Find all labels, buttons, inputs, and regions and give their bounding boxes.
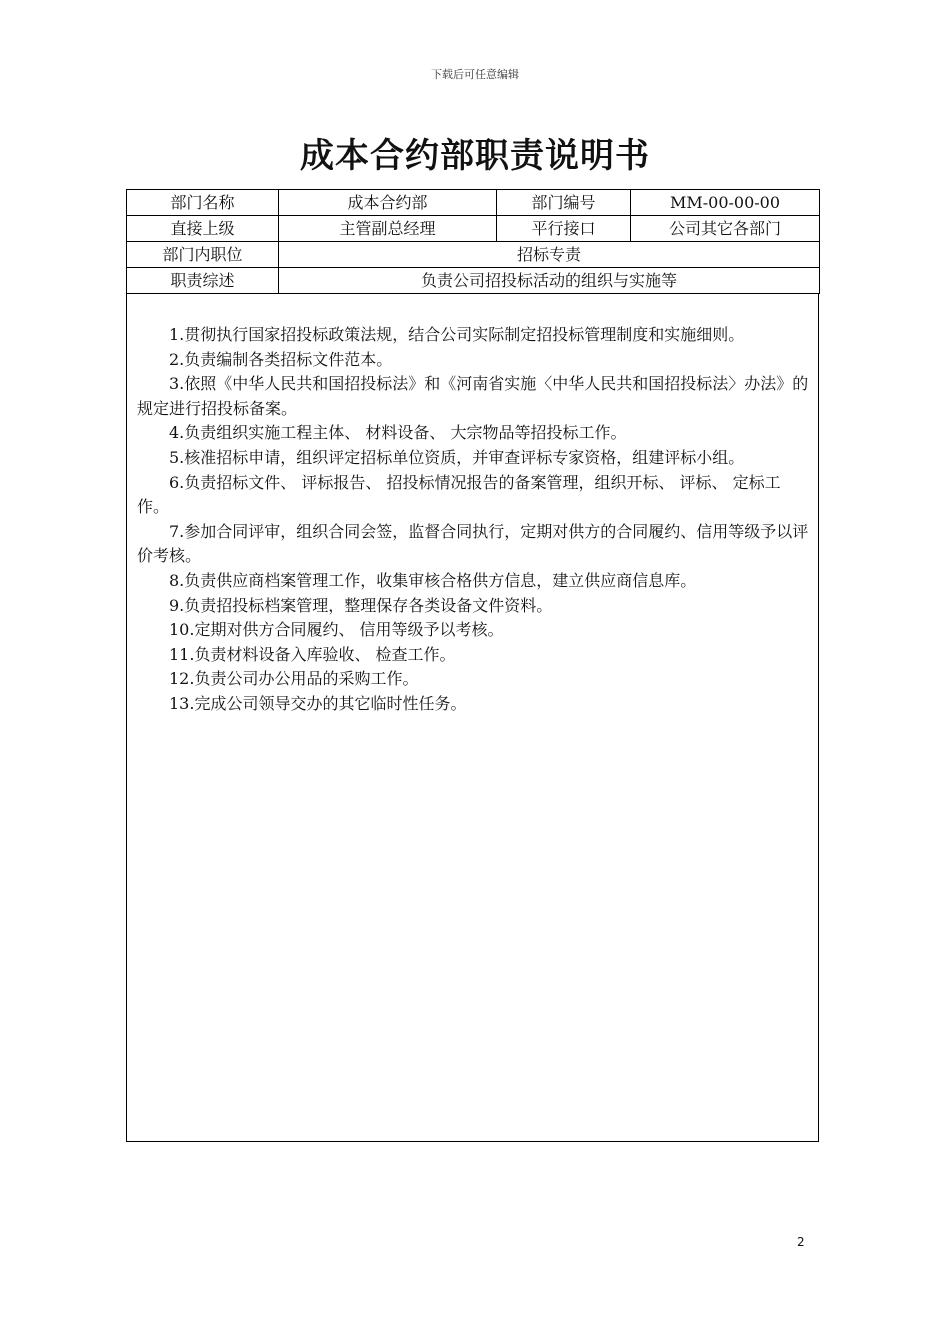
duty-item: 11.负责材料设备入库验收、 检查工作。 [169,644,456,664]
table-row-dept-name [127,190,820,216]
duty-item: 6.负责招标文件、 评标报告、 招投标情况报告的备案管理，组织开标、 评标、 定标工作。 [137,472,781,517]
duty-item: 3.依照《中华人民共和国招投标法》和《河南省实施〈中华人民共和国招投标法〉办法》的规定进行招投标备案。 [137,374,809,418]
dept-code-label: 部门编号 [497,190,631,216]
parallel-label: 平行接口 [497,216,631,242]
duty-item: 5.核准招标申请，组织评定招标单位资质，并审查评标专家资格，组建评标小组。 [169,447,745,467]
duty-item: 10.定期对供方合同履约、 信用等级予以考核。 [169,620,504,640]
summary-value: 负责公司招投标活动的组织与实施等 [279,268,820,294]
duty-item: 12.负责公司办公用品的采购工作。 [169,669,419,689]
duty-item: 1.贯彻执行国家招投标政策法规，结合公司实际制定招投标管理制度和实施细则。 [169,325,745,344]
header-note: 下载后可任意编辑 [431,68,519,81]
duty-item: 8.负责供应商档案管理工作，收集审核合格供方信息，建立供应商信息库。 [169,570,697,590]
dept-code-value: MM-00-00-00 [631,190,820,216]
superior-label: 直接上级 [127,216,279,242]
table-row-summary [127,268,820,294]
parallel-value: 公司其它各部门 [631,216,820,242]
document-title: 成本合约部职责说明书 [300,136,650,176]
table-row-positions [127,242,820,268]
duties-box [126,293,819,1142]
duty-item: 13.完成公司领导交办的其它临时性任务。 [169,693,467,713]
dept-name-value: 成本合约部 [279,190,497,216]
positions-label: 部门内职位 [127,242,279,268]
page-number: 2 [797,1235,805,1249]
superior-value: 主管副总经理 [279,216,497,242]
duty-item: 7.参加合同评审，组织合同会签，监督合同执行，定期对供方的合同履约、信用等级予以评价考核。 [137,521,809,566]
department-info-table [126,189,820,294]
duty-item: 9.负责招投标档案管理，整理保存各类设备文件资料。 [169,595,553,615]
dept-name-label: 部门名称 [127,190,279,216]
duty-item: 4.负责组织实施工程主体、 材料设备、 大宗物品等招投标工作。 [169,423,627,443]
duty-item: 2.负责编制各类招标文件范本。 [169,349,393,369]
summary-label: 职责综述 [127,268,279,294]
table-row-superior [127,216,820,242]
positions-value: 招标专责 [279,242,820,268]
duties-list [137,323,812,717]
